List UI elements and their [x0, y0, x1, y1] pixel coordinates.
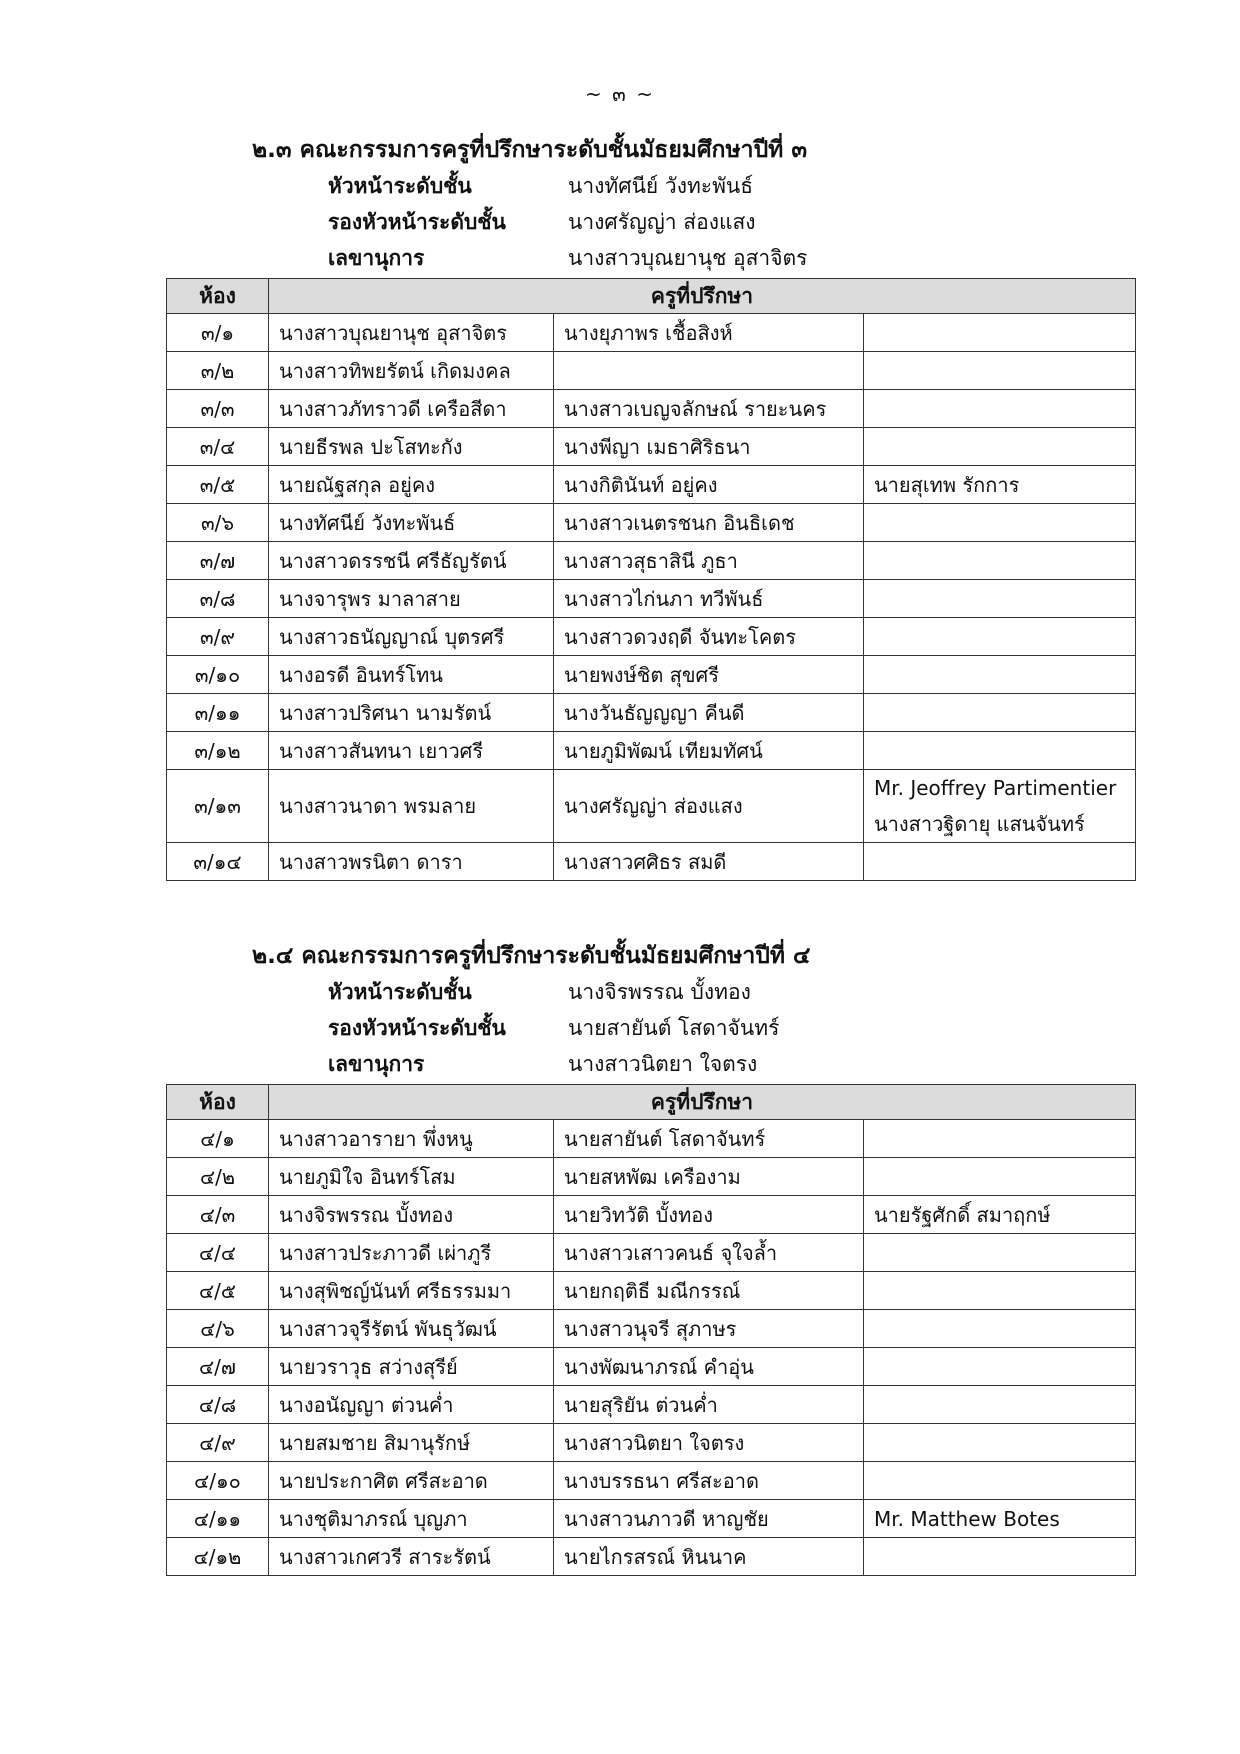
role-name: นางศรัญญ่า ส่องแสง [568, 210, 756, 234]
room-cell: ๓/๑๔ [167, 843, 269, 881]
role-deputy-head [166, 1010, 1135, 1046]
room-cell: ๔/๒ [167, 1158, 269, 1196]
advisor-cell [864, 656, 1136, 694]
room-cell: ๓/๘ [167, 580, 269, 618]
room-cell: ๔/๕ [167, 1272, 269, 1310]
advisor-cell: นางสุพิชญ์นันท์ ศรีธรรมมา [269, 1272, 554, 1310]
advisor-cell: นายกฤติธี มณีกรรณ์ [554, 1272, 864, 1310]
room-cell: ๓/๒ [167, 352, 269, 390]
section-title: ๒.๓ คณะกรรมการครูที่ปรึกษาระดับชั้นมัธยมศึกษาปีที่ ๓ [252, 137, 808, 163]
advisor-cell [864, 504, 1136, 542]
room-cell: ๔/๑๐ [167, 1462, 269, 1500]
table-row [167, 352, 1136, 390]
advisor-cell: นางสาวเนตรชนก อินธิเดช [554, 504, 864, 542]
role-deputy-head [166, 204, 1135, 240]
advisor-cell: นายภูมิใจ อินทร์โสม [269, 1158, 554, 1196]
header-advisors: ครูที่ปรึกษา [269, 1085, 1136, 1120]
advisor-name: นางสาวฐิดายุ แสนจันทร์ [874, 812, 1085, 836]
advisor-cell: นางสาวนิตยา ใจตรง [554, 1424, 864, 1462]
section-title: ๒.๔ คณะกรรมการครูที่ปรึกษาระดับชั้นมัธยมศึกษาปีที่ ๔ [252, 943, 811, 969]
advisor-cell: นางศรัญญ่า ส่องแสง [554, 770, 864, 843]
advisor-cell: นายณัฐสกุล อยู่คง [269, 466, 554, 504]
advisor-cell [864, 390, 1136, 428]
table-row [167, 656, 1136, 694]
advisor-cell: นางสาวนุจรี สุภาษร [554, 1310, 864, 1348]
advisor-cell: นางสาวนาดา พรมลาย [269, 770, 554, 843]
room-cell: ๓/๑๓ [167, 770, 269, 843]
table-row [167, 843, 1136, 881]
table-row [167, 732, 1136, 770]
advisor-cell: นายประกาศิต ศรีสะอาด [269, 1462, 554, 1500]
table-row [167, 1424, 1136, 1462]
room-cell: ๓/๗ [167, 542, 269, 580]
room-cell: ๔/๑๒ [167, 1538, 269, 1576]
table-row [167, 1272, 1136, 1310]
advisor-cell: นางจารุพร มาลาสาย [269, 580, 554, 618]
advisor-cell [864, 428, 1136, 466]
room-cell: ๓/๑๒ [167, 732, 269, 770]
table-row [167, 1158, 1136, 1196]
table-row [167, 542, 1136, 580]
advisor-cell: นายรัฐศักดิ์ สมาฤกษ์ [864, 1196, 1136, 1234]
advisor-cell: นายวราวุธ สว่างสุรีย์ [269, 1348, 554, 1386]
advisor-cell: นางสาวภัทราวดี เครือสีดา [269, 390, 554, 428]
table-row [167, 580, 1136, 618]
advisor-cell: นางวันธัญญญา คีนดี [554, 694, 864, 732]
advisor-cell: นางสาวดวงฤดี จันทะโคตร [554, 618, 864, 656]
role-label: หัวหน้าระดับชั้น [328, 174, 472, 198]
advisor-cell: นางสาวธนัญญาณ์ บุตรศรี [269, 618, 554, 656]
role-label: เลขานุการ [328, 1052, 425, 1076]
advisor-cell: นายภูมิพัฒน์ เทียมทัศน์ [554, 732, 864, 770]
role-label: เลขานุการ [328, 246, 425, 270]
advisor-cell [864, 580, 1136, 618]
advisor-cell [554, 352, 864, 390]
header-advisors: ครูที่ปรึกษา [269, 279, 1136, 314]
advisor-cell [864, 542, 1136, 580]
advisor-cell-multi [864, 770, 1136, 843]
advisor-cell: นางสาวเกศวรี สาระรัตน์ [269, 1538, 554, 1576]
table-row [167, 466, 1136, 504]
room-cell: ๓/๙ [167, 618, 269, 656]
advisor-cell: นางอนัญญา ต่วนค่ำ [269, 1386, 554, 1424]
advisor-cell [864, 1386, 1136, 1424]
room-cell: ๓/๑๑ [167, 694, 269, 732]
advisor-cell: Mr. Matthew Botes [864, 1500, 1136, 1538]
room-cell: ๔/๗ [167, 1348, 269, 1386]
role-head [166, 168, 1135, 204]
section-m3-advisors [166, 132, 1135, 881]
advisor-cell [864, 1424, 1136, 1462]
advisor-cell: นางทัศนีย์ วังทะพันธ์ [269, 504, 554, 542]
advisor-cell [864, 694, 1136, 732]
page-number: ~ ๓ ~ [585, 82, 655, 106]
role-name: นางสาวนิตยา ใจตรง [568, 1052, 758, 1076]
advisor-table [166, 1084, 1136, 1576]
advisor-cell: นางกิตินันท์ อยู่คง [554, 466, 864, 504]
advisor-cell: นายสหพัฒ เครืองาม [554, 1158, 864, 1196]
advisor-cell: นางสาวเบญจลักษณ์ รายะนคร [554, 390, 864, 428]
role-secretary [166, 240, 1135, 276]
advisor-cell: นายพงษ์ชิต สุขศรี [554, 656, 864, 694]
advisor-cell: นายไกรสรณ์ หินนาค [554, 1538, 864, 1576]
role-name: นางทัศนีย์ วังทะพันธ์ [568, 174, 754, 198]
table-row [167, 770, 1136, 843]
role-name: นายสายันต์ โสดาจันทร์ [568, 1016, 780, 1040]
table-header-row [167, 1085, 1136, 1120]
advisor-cell [864, 1272, 1136, 1310]
advisor-cell: นางสาวดรรชนี ศรีธัญรัตน์ [269, 542, 554, 580]
advisor-cell [864, 1462, 1136, 1500]
advisor-cell [864, 732, 1136, 770]
advisor-cell [864, 1120, 1136, 1158]
role-secretary [166, 1046, 1135, 1082]
advisor-cell: นางอรดี อินทร์โทน [269, 656, 554, 694]
header-room: ห้อง [167, 1085, 269, 1120]
room-cell: ๔/๙ [167, 1424, 269, 1462]
advisor-cell: นางสาวอารายา พึ่งหนู [269, 1120, 554, 1158]
role-label: รองหัวหน้าระดับชั้น [328, 1016, 506, 1040]
advisor-cell: นางสาวสันทนา เยาวศรี [269, 732, 554, 770]
table-row [167, 1196, 1136, 1234]
table-row [167, 428, 1136, 466]
role-name: นางจิรพรรณ บั้งทอง [568, 980, 751, 1004]
advisor-cell: นายสมชาย สิมานุรักษ์ [269, 1424, 554, 1462]
advisor-cell: นางสาวบุณยานุช อุสาจิตร [269, 314, 554, 352]
room-cell: ๓/๑ [167, 314, 269, 352]
advisor-cell: นางสาวจุรีรัตน์ พันธุวัฒน์ [269, 1310, 554, 1348]
room-cell: ๓/๓ [167, 390, 269, 428]
header-room: ห้อง [167, 279, 269, 314]
advisor-cell [864, 1348, 1136, 1386]
advisor-cell: นางสาวศศิธร สมดี [554, 843, 864, 881]
advisor-cell: นางสาวนภาวดี หาญชัย [554, 1500, 864, 1538]
table-row [167, 504, 1136, 542]
room-cell: ๔/๔ [167, 1234, 269, 1272]
advisor-cell [864, 352, 1136, 390]
advisor-cell [864, 314, 1136, 352]
advisor-cell: นางสาวเสาวคนธ์ จุใจล้ำ [554, 1234, 864, 1272]
table-row [167, 694, 1136, 732]
advisor-cell [864, 1310, 1136, 1348]
table-row [167, 1386, 1136, 1424]
advisor-cell: นางสาวประภาวดี เผ่าภูรี [269, 1234, 554, 1272]
advisor-cell: นางบรรธนา ศรีสะอาด [554, 1462, 864, 1500]
role-head [166, 974, 1135, 1010]
room-cell: ๔/๑๑ [167, 1500, 269, 1538]
room-cell: ๔/๖ [167, 1310, 269, 1348]
advisor-cell: นายสายันต์ โสดาจันทร์ [554, 1120, 864, 1158]
role-name: นางสาวบุณยานุช อุสาจิตร [568, 246, 808, 270]
table-row [167, 1462, 1136, 1500]
advisor-cell [864, 843, 1136, 881]
role-label: หัวหน้าระดับชั้น [328, 980, 472, 1004]
advisor-cell: นางยุภาพร เชื้อสิงห์ [554, 314, 864, 352]
table-row [167, 1120, 1136, 1158]
advisor-cell: นางสาวทิพยรัตน์ เกิดมงคล [269, 352, 554, 390]
advisor-name: Mr. Jeoffrey Partimentier [874, 776, 1117, 800]
room-cell: ๓/๑๐ [167, 656, 269, 694]
advisor-table [166, 278, 1136, 881]
room-cell: ๔/๑ [167, 1120, 269, 1158]
table-header-row [167, 279, 1136, 314]
advisor-cell [864, 1538, 1136, 1576]
advisor-cell: นางสาวสุธาสินี ภูธา [554, 542, 864, 580]
table-row [167, 390, 1136, 428]
advisor-cell: นายวิทวัติ บั้งทอง [554, 1196, 864, 1234]
room-cell: ๔/๓ [167, 1196, 269, 1234]
advisor-cell: นางสาวพรนิตา ดารา [269, 843, 554, 881]
table-row [167, 1310, 1136, 1348]
advisor-cell: นางจิรพรรณ บั้งทอง [269, 1196, 554, 1234]
advisor-cell: นายธีรพล ปะโสทะกัง [269, 428, 554, 466]
table-row [167, 1234, 1136, 1272]
advisor-cell: นางสาวไก่นภา ทวีพันธ์ [554, 580, 864, 618]
table-row [167, 618, 1136, 656]
role-label: รองหัวหน้าระดับชั้น [328, 210, 506, 234]
advisor-cell [864, 1234, 1136, 1272]
advisor-cell: นายสุเทพ รักการ [864, 466, 1136, 504]
advisor-cell [864, 618, 1136, 656]
table-row [167, 1538, 1136, 1576]
room-cell: ๓/๔ [167, 428, 269, 466]
table-row [167, 1348, 1136, 1386]
advisor-cell: นางชุติมาภรณ์ บุญภา [269, 1500, 554, 1538]
room-cell: ๓/๕ [167, 466, 269, 504]
advisor-cell: นางพัฒนาภรณ์ คำอุ่น [554, 1348, 864, 1386]
advisor-cell: นางสาวปริศนา นามรัตน์ [269, 694, 554, 732]
advisor-cell: นางพีญา เมธาศิริธนา [554, 428, 864, 466]
section-m4-advisors [166, 938, 1135, 1576]
table-row [167, 314, 1136, 352]
advisor-cell [864, 1158, 1136, 1196]
table-row [167, 1500, 1136, 1538]
advisor-cell: นายสุริยัน ต่วนค่ำ [554, 1386, 864, 1424]
room-cell: ๔/๘ [167, 1386, 269, 1424]
room-cell: ๓/๖ [167, 504, 269, 542]
